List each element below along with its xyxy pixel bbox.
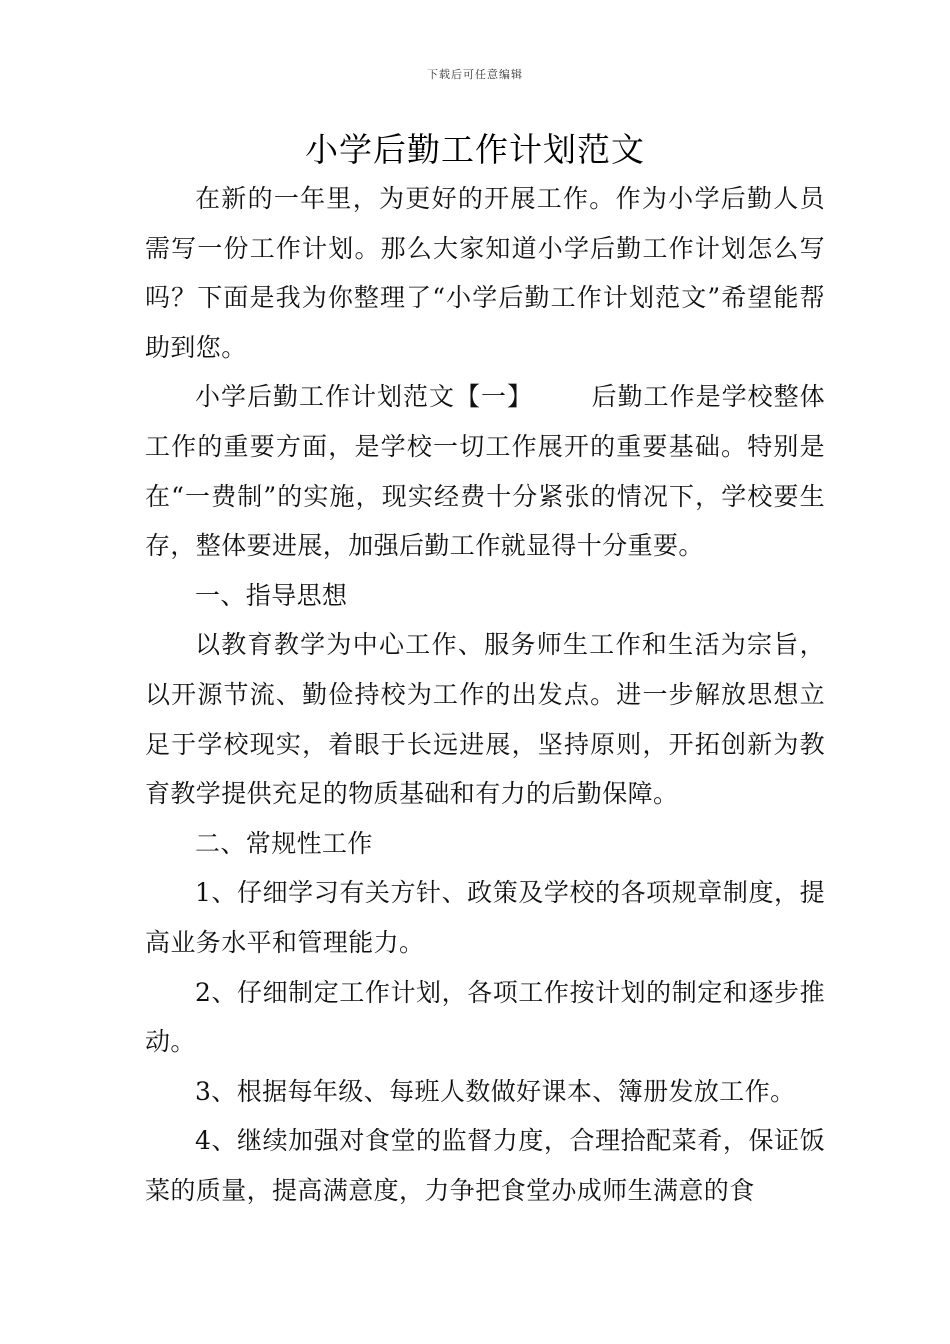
section-one-body: 后勤工作是学校整体工作的重要方面，是学校一切工作展开的重要基础。特别是在“一费制”的实施，现实经费十分紧张的情况下，学校要生存，整体要进展，加强后勤工作就显得十分重要。 <box>145 382 825 561</box>
guiding-ideology-paragraph: 以教育教学为中心工作、服务师生工作和生活为宗旨，以开源节流、勤俭持校为工作的出发点。进一步解放思想立足于学校现实，着眼于长远进展，坚持原则，开拓创新为教育教学提供充足的物质基础和有力的后勤保障。 <box>145 630 825 809</box>
intro-paragraph: 在新的一年里，为更好的开展工作。作为小学后勤人员需写一份工作计划。那么大家知道小学后勤工作计划怎么写吗？下面是我为你整理了“小学后勤工作计划范文”希望能帮助到您。 <box>145 184 825 362</box>
heading-guiding-ideology: 一、指导思想 <box>195 580 348 610</box>
header-note: 下载后可任意编辑 <box>427 68 523 81</box>
routine-item-1: 1、仔细学习有关方针、政策及学校的各项规章制度，提高业务水平和管理能力。 <box>145 878 825 957</box>
section-one-paragraph <box>145 372 825 570</box>
section-one-heading: 小学后勤工作计划范文【一】 <box>195 382 533 412</box>
routine-item-2: 2、仔细制定工作计划，各项工作按计划的制定和逐步推动。 <box>145 977 825 1057</box>
page-title: 小学后勤工作计划范文 <box>305 130 645 169</box>
routine-item-4: 4、继续加强对食堂的监督力度，合理拾配菜肴，保证饭菜的质量，提高满意度，力争把食堂办成师生满意的食 <box>145 1126 825 1205</box>
routine-item-3: 3、根据每年级、每班人数做好课本、簿册发放工作。 <box>195 1076 796 1106</box>
document-body <box>145 174 825 1215</box>
heading-routine-work: 二、常规性工作 <box>195 828 373 858</box>
